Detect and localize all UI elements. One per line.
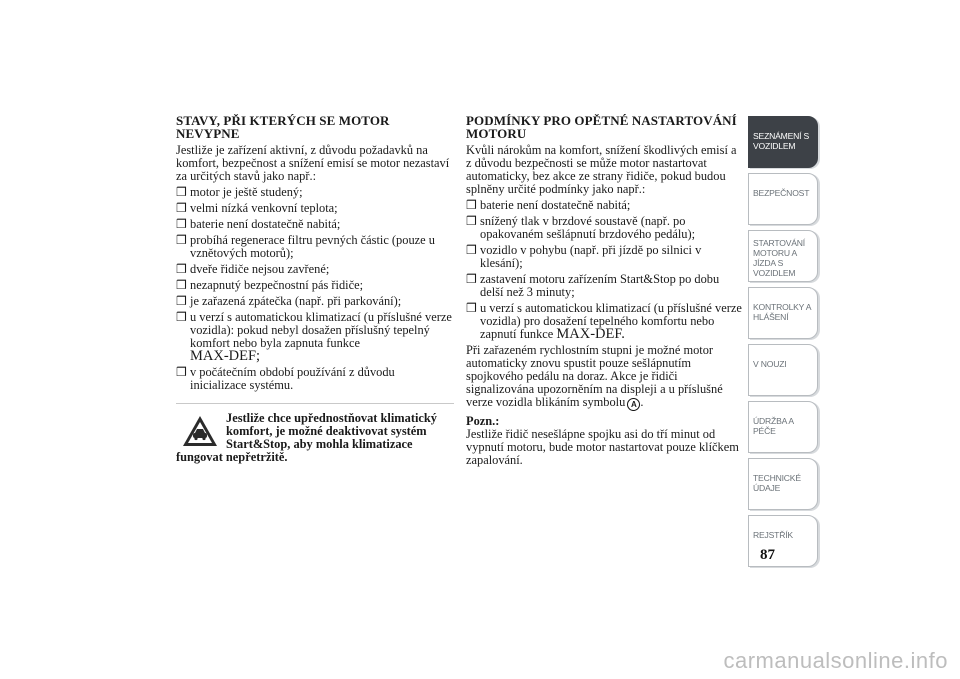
list-item: ❒ u verzí s automatickou klimatizací (u příslušné verze vozidla) pro dosažení tepelného komfortu nebo zapnutí funkce MAX-DEF. [466,301,742,342]
tab-seznameni-s-vozidlem[interactable]: SEZNÁMENÍ S VOZIDLEM [748,116,818,168]
tab-v-nouzi[interactable]: V NOUZI [748,344,818,396]
checkbox-bullet-icon: ❒ [466,301,477,315]
list-item: ❒ motor je ještě studený; [176,185,303,199]
list-item: ❒ velmi nízká venkovní teplota; [176,201,338,215]
intro-paragraph: Kvůli nárokům na komfort, snížení škodlivých emisí a z důvodu bezpečnosti se může motor nastartovat automaticky, bez akce ze strany řidiče, pokud budou splněny určité podmínky jako např.: [466,143,737,196]
checkbox-bullet-icon: ❒ [466,243,477,257]
tab-rejstrik[interactable]: REJSTŘÍK [748,515,818,567]
list-item: ❒ v počátečním období používání z důvodu inicializace systému. [176,365,395,392]
list-item: ❒ je zařazená zpátečka (např. při parkování); [176,294,402,308]
section-heading: STAVY, PŘI KTERÝCH SE MOTOR NEVYPNE [176,113,390,141]
list-item: ❒ dveře řidiče nejsou zavřené; [176,262,330,276]
tab-startovani-motoru[interactable]: STARTOVÁNÍ MOTORU A JÍZDA S VOZIDLEM [748,230,818,282]
intro-paragraph: Jestliže je zařízení aktivní, z důvodu požadavků na komfort, bezpečnost a snížení emisí se motor nezastaví za určitých stavů jako např.: [176,143,450,183]
checkbox-bullet-icon: ❒ [176,201,187,215]
checkbox-bullet-icon: ❒ [176,185,187,199]
list-item: ❒ nezapnutý bezpečnostní pás řidiče; [176,278,364,292]
condition-list [466,199,742,341]
warning-text: Jestliže chce upřednostňovat klimatický komfort, je možné deaktivovat systém Start&Stop, aby mohla klimatizace fungovat nepřetržitě. [176,411,437,464]
tab-bezpecnost[interactable]: BEZPEČNOST [748,173,818,225]
checkbox-bullet-icon: ❒ [176,310,187,324]
warning-triangle-icon [182,415,218,447]
tab-udrzba-a-pece[interactable]: ÚDRŽBA A PÉČE [748,401,818,453]
watermark: carmanualsonline.info [723,648,948,673]
list-item: ❒ vozidlo v pohybu (např. při jízdě po silnici v klesání); [466,243,702,270]
start-stop-symbol-icon: A [627,398,640,411]
checkbox-bullet-icon: ❒ [466,198,477,212]
note-paragraph: Jestliže řidič nesešlápne spojku asi do tří minut od vypnutí motoru, bude motor nastartovat pouze klíčkem zapalování. [466,427,739,467]
max-def-label: MAX-DEF. [556,326,625,342]
warning-box [176,403,454,464]
chapter-tabs [748,116,820,572]
list-item: ❒ snížený tlak v brzdové soustavě (např. po opakovaném sešlápnutí brzdového pedálu); [466,214,696,241]
checkbox-bullet-icon: ❒ [176,262,187,276]
checkbox-bullet-icon: ❒ [176,365,187,379]
list-item: ❒ zastavení motoru zařízením Start&Stop po dobu delší než 3 minuty; [466,272,720,299]
checkbox-bullet-icon: ❒ [176,278,187,292]
page-number: 87 [760,547,775,563]
checkbox-bullet-icon: ❒ [176,217,187,231]
tab-kontrolky-a-hlaseni[interactable]: KONTROLKY A HLÁŠENÍ [748,287,818,339]
checkbox-bullet-icon: ❒ [466,214,477,228]
tab-technicke-udaje[interactable]: TECHNICKÉ ÚDAJE [748,458,818,510]
max-def-label: MAX-DEF; [190,348,261,364]
left-column [176,114,454,464]
right-column [466,114,742,470]
section-heading: PODMÍNKY PRO OPĚTNÉ NASTARTOVÁNÍ MOTORU [466,113,737,141]
note-label: Pozn.: [466,414,500,428]
checkbox-bullet-icon: ❒ [466,272,477,286]
list-item: ❒ baterie není dostatečně nabitá; [176,217,341,231]
list-item: ❒ probíhá regenerace filtru pevných částic (pouze u vznětových motorů); [176,233,435,260]
condition-list [176,186,454,392]
restart-paragraph: Při zařazeném rychlostním stupni je možné motor automaticky znovu spustit pouze sešlápnutím spojkového pedálu na doraz. Akce je řidiči signalizována upozorněním na displeji a u příslušné verze vozidla blikáním symbolu A . [466,343,723,409]
list-item: ❒ baterie není dostatečně nabitá; [466,198,631,212]
checkbox-bullet-icon: ❒ [176,294,187,308]
checkbox-bullet-icon: ❒ [176,233,187,247]
list-item: ❒ u verzí s automatickou klimatizací (u příslušné verze vozidla): pokud nebyl dosažen příslušný tepelný komfort nebo byla zapnuta funkce MAX-DEF; [176,310,452,364]
